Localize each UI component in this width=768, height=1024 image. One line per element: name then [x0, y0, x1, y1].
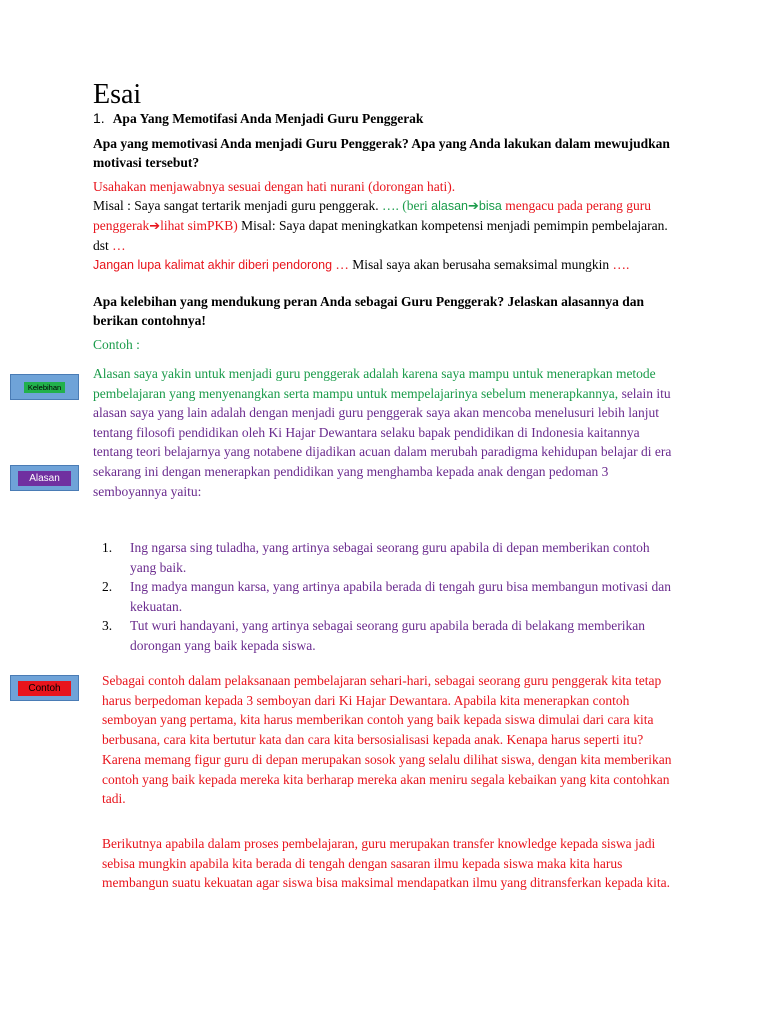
guidance-dots-2: …: [112, 238, 126, 253]
list-number: 1.: [102, 540, 113, 555]
example-paragraph-2: Berikutnya apabila dalam proses pembelajaran, guru merupakan transfer knowledge kepada siswa jadi sebisa mungkin apabila kita berada di tengah dengan sasaran ilmu kepada siswa maka kita harus membangun suatu kekuatan agar siswa bisa maksimal mendapatkan ilmu yang ditransferkan kepada kita.: [102, 836, 670, 891]
side-tag-kelebihan: [10, 374, 79, 400]
list-text: Ing madya mangun karsa, yang artinya apabila berada di tengah guru bisa membangun motivasi dan kekuatan.: [130, 579, 671, 614]
list-number: 3.: [102, 618, 113, 633]
list-item: [93, 577, 673, 616]
guidance-bisa: bisa: [478, 199, 502, 213]
list-text: Tut wuri handayani, yang artinya sebagai seorang guru apabila berada di belakang memberikan dorongan yang baik kepada siswa.: [130, 618, 645, 653]
side-tag-contoh: [10, 675, 79, 701]
list-text: Ing ngarsa sing tuladha, yang artinya sebagai seorang guru apabila di depan memberikan contoh yang baik.: [130, 540, 650, 575]
guidance-misal-3: Misal saya akan berusaha semaksimal mungkin: [352, 257, 613, 272]
side-tag-alasan: [10, 465, 79, 491]
guidance-dots-1: ….: [378, 198, 403, 213]
guidance-misal-1: Misal : Saya sangat tertarik menjadi guru penggerak.: [93, 198, 379, 213]
document-title: Esai: [93, 79, 142, 110]
guidance-misal-2: Misal: Saya dapat meningkatkan kompetensi menjadi pemimpin pembelajaran. dst: [93, 218, 668, 253]
alasan-label: Alasan: [18, 471, 71, 486]
guidance-jangan: Jangan lupa kalimat akhir diberi pendorong: [93, 258, 333, 272]
list-item: [93, 538, 673, 577]
contoh-tag-label: Contoh: [18, 681, 70, 696]
list-number: 2.: [102, 579, 113, 594]
guidance-lihat: lihat simPKB): [160, 218, 238, 233]
semboyan-list: [93, 538, 673, 655]
list-item: [93, 616, 673, 655]
guidance-alasan: alasan: [431, 199, 468, 213]
guidance-dots-4: ….: [612, 257, 630, 272]
guidance-dots-3: …: [332, 257, 353, 272]
question-number: 1.: [93, 110, 105, 126]
answer-paragraph: [93, 364, 673, 501]
question-a: Apa yang memotivasi Anda menjadi Guru Penggerak? Apa yang Anda lakukan dalam mewujudkan motivasi tersebut?: [93, 136, 670, 170]
arrow-right-icon: ➔: [149, 219, 161, 234]
question-1-text: Apa Yang Memotifasi Anda Menjadi Guru Penggerak: [112, 111, 424, 126]
contoh-label: Contoh :: [93, 337, 140, 352]
guidance-mengacu: mengacu pada perang guru penggerak: [93, 198, 652, 233]
example-paragraph-1: Sebagai contoh dalam pelaksanaan pembelajaran sehari-hari, sebagai seorang guru penggerak kita tetap harus berpedoman kepada 3 semboyan dari Ki Hajar Dewantara. Apabila kita menerapkan contoh semboyan yang pertama, kita harus memberikan contoh yang baik kepada siswa dimulai dari cara kita berbusana, cara kita bertutur kata dan cara kita bersosialisasi kepada anak. Kenapa harus seperti itu? Karena memang figur guru di depan merupakan sosok yang selalu dilihat siswa, dengan kita memberikan contoh yang baik kepada mereka kita berharap mereka akan meniru segala kebaikan yang kita contohkan tadi.: [102, 673, 672, 807]
answer-green: Alasan saya yakin untuk menjadi guru penggerak adalah karena saya mampu untuk menerapkan metode pembelajaran yang menyenangkan serta mampu untuk mempelajarinya sebelum menerapkannya,: [93, 366, 656, 401]
guidance-block: [93, 177, 673, 275]
guidance-line-1: Usahakan menjawabnya sesuai dengan hati nurani (dorongan hati).: [93, 179, 456, 194]
guidance-beri: (beri: [402, 198, 432, 213]
answer-purple: selain itu alasan saya yang lain adalah dengan menjadi guru penggerak saya akan mencoba menelusuri lebih lanjut tentang filosofi pendidikan oleh Ki Hajar Dewantara selaku bapak pendidikan di Indonesia kaitannya tentang teori belajarnya yang notabene dijadikan acuan dalam merubah paradigma kehidupan belajar di era sekarang ini dengan menerapkan pendidikan yang menghamba kepada anak dengan pedoman 3 semboyannya yaitu:: [93, 385, 672, 499]
kelebihan-label: Kelebihan: [24, 382, 65, 393]
question-b: Apa kelebihan yang mendukung peran Anda sebagai Guru Penggerak? Jelaskan alasannya dan berikan contohnya!: [93, 294, 645, 328]
arrow-right-icon: ➔: [468, 199, 479, 214]
question-1-heading: [93, 110, 423, 127]
